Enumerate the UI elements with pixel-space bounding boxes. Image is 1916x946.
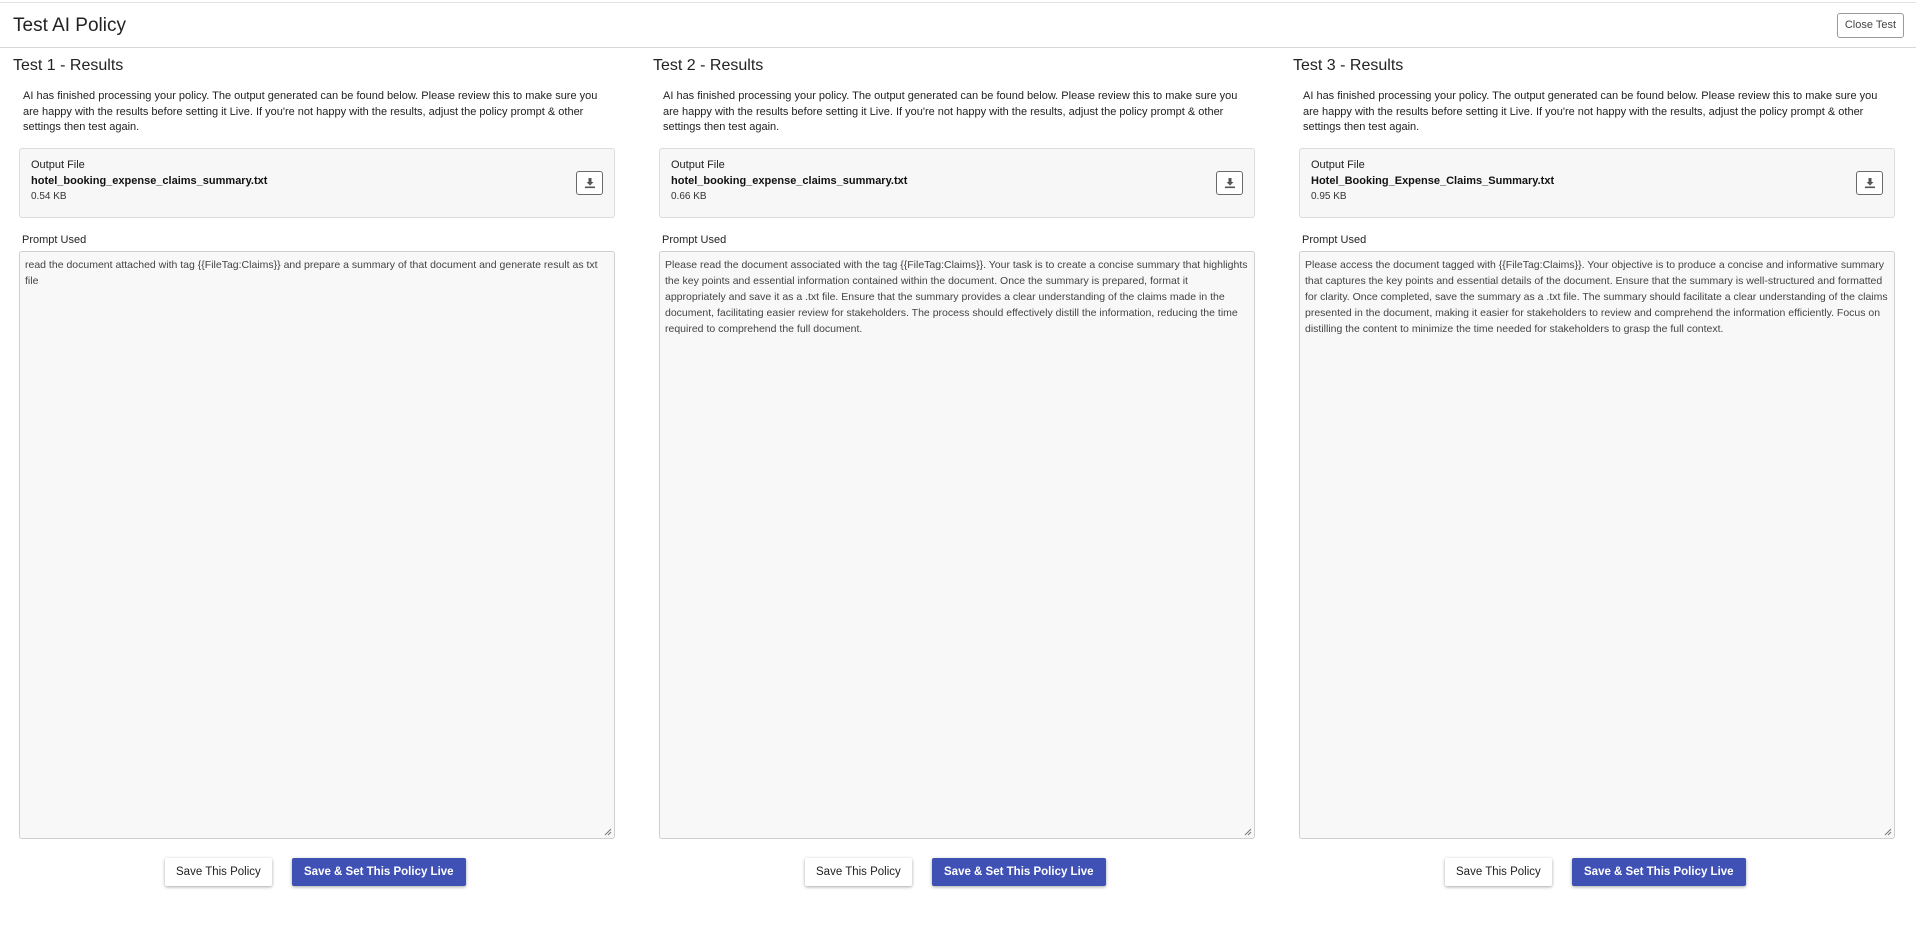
save-policy-button[interactable]: Save This Policy (1445, 858, 1552, 886)
prompt-textarea[interactable] (19, 251, 615, 839)
result-description: AI has finished processing your policy. The output generated can be found below. Please review this to make sure you are happy with the results before setting it Live. If you're not happy with the results, adjust the policy prompt & other settings then test again. (663, 90, 1238, 133)
output-file-label: Output File (31, 159, 85, 171)
prompt-textarea[interactable] (1299, 251, 1895, 839)
test-result-column-2 (653, 48, 1251, 898)
result-description: AI has finished processing your policy. The output generated can be found below. Please review this to make sure you are happy with the results before setting it Live. If you're not happy with the results, adjust the policy prompt & other settings then test again. (23, 90, 598, 133)
test-result-column-1 (13, 48, 611, 898)
output-file-size: 0.54 KB (31, 191, 67, 202)
output-file-card (659, 148, 1255, 218)
prompt-used-label: Prompt Used (22, 234, 87, 246)
test-title: Test 2 - Results (653, 57, 764, 74)
output-file-name: hotel_booking_expense_claims_summary.txt (31, 175, 268, 187)
page-header (0, 3, 1916, 48)
resize-handle-icon[interactable] (1244, 828, 1252, 836)
save-policy-button[interactable]: Save This Policy (805, 858, 912, 886)
prompt-used-label: Prompt Used (662, 234, 727, 246)
save-policy-button[interactable]: Save This Policy (165, 858, 272, 886)
resize-handle-icon[interactable] (604, 828, 612, 836)
output-file-name: Hotel_Booking_Expense_Claims_Summary.txt (1311, 175, 1555, 187)
output-file-size: 0.66 KB (671, 191, 707, 202)
output-file-card (19, 148, 615, 218)
resize-handle-icon[interactable] (1884, 828, 1892, 836)
save-set-live-button[interactable]: Save & Set This Policy Live (292, 858, 466, 886)
save-set-live-button[interactable]: Save & Set This Policy Live (932, 858, 1106, 886)
download-button[interactable] (1856, 171, 1883, 195)
output-file-card (1299, 148, 1895, 218)
output-file-name: hotel_booking_expense_claims_summary.txt (671, 175, 908, 187)
prompt-text: Please access the document tagged with {{FileTag:Claims}}. Your objective is to produce a concise and informative summary that captures the key points and essential details of the document. Ensure that the summary is well-structured and formatted for clarity. Once completed, save the summary as a .txt file. The summary should facilitate a clear understanding of the claims presented in the document, making it easier for stakeholders to review and comprehend the information efficiently. Focus on distilling the content to minimize the time needed for stakeholders to grasp the full context. (1305, 259, 1888, 335)
test-title: Test 1 - Results (13, 57, 124, 74)
save-set-live-button[interactable]: Save & Set This Policy Live (1572, 858, 1746, 886)
result-description: AI has finished processing your policy. The output generated can be found below. Please review this to make sure you are happy with the results before setting it Live. If you're not happy with the results, adjust the policy prompt & other settings then test again. (1303, 90, 1878, 133)
output-file-label: Output File (671, 159, 725, 171)
output-file-label: Output File (1311, 159, 1365, 171)
prompt-textarea[interactable] (659, 251, 1255, 839)
download-button[interactable] (1216, 171, 1243, 195)
prompt-text: read the document attached with tag {{FileTag:Claims}} and prepare a summary of that document and generate result as txt file (25, 259, 598, 287)
download-button[interactable] (576, 171, 603, 195)
prompt-used-label: Prompt Used (1302, 234, 1367, 246)
test-result-column-3 (1293, 48, 1891, 898)
prompt-text: Please read the document associated with the tag {{FileTag:Claims}}. Your task is to create a concise summary that highlights the key points and essential information contained within the document. Once the summary is prepared, format it appropriately and save it as a .txt file. Ensure that the summary provides a clear understanding of the claims made in the document, facilitating easier review for stakeholders. The process should effectively distill the information, reducing the time required to comprehend the full document. (665, 259, 1248, 335)
download-icon (1224, 177, 1236, 189)
output-file-size: 0.95 KB (1311, 191, 1347, 202)
download-icon (1864, 177, 1876, 189)
page-title: Test AI Policy (13, 15, 126, 36)
download-icon (584, 177, 596, 189)
test-title: Test 3 - Results (1293, 57, 1404, 74)
close-test-button[interactable]: Close Test (1837, 13, 1904, 38)
